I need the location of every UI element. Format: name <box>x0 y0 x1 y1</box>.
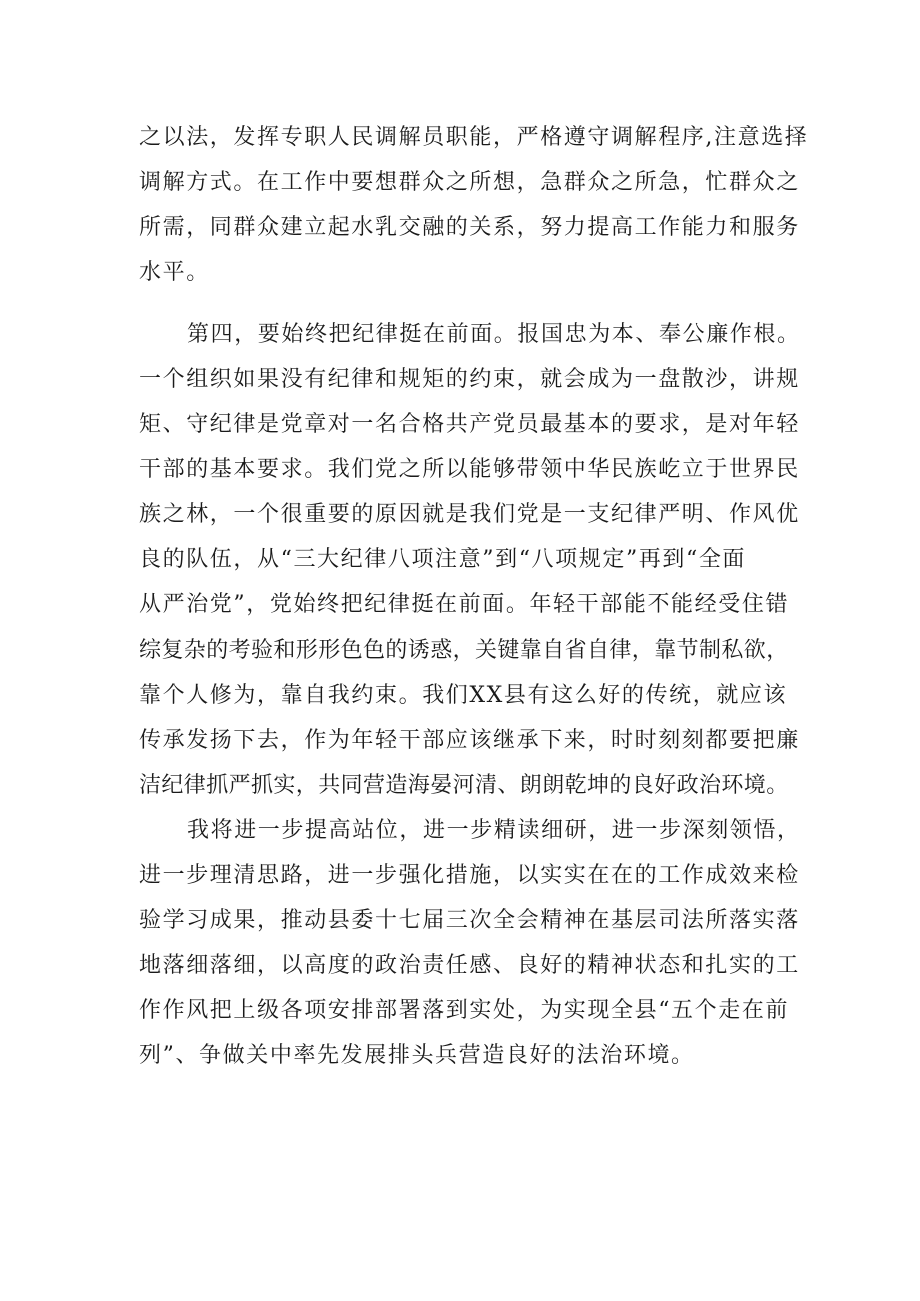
text-line: 所需，同群众建立起水乳交融的关系，努力提高工作能力和服务 <box>139 215 800 240</box>
text-line: 进一步理清思路，进一步强化措施，以实实在在的工作成效来检 <box>139 863 800 888</box>
text-line: 列”、争做关中率先发展排头兵营造良好的法治环境。 <box>139 1043 695 1068</box>
text-line: 传承发扬下去，作为年轻干部应该继承下来，时时刻刻都要把廉 <box>139 728 800 753</box>
paragraph-first-line: 第四，要始终把纪律挺在前面。报国忠为本、奉公廉作根。 <box>187 322 801 347</box>
text-line: 洁纪律抓严抓实，共同营造海晏河清、朗朗乾坤的良好政治环境。 <box>139 773 789 798</box>
text-line: 调解方式。在工作中要想群众之所想，急群众之所急，忙群众之 <box>139 170 800 195</box>
text-line: 矩、守纪律是党章对一名合格共产党员最基本的要求，是对年轻 <box>139 412 800 437</box>
text-line: 综复杂的考验和形形色色的诱惑，关键靠自省自律，靠节制私欲， <box>139 638 789 663</box>
text-line: 从严治党”，党始终把纪律挺在前面。年轻干部能不能经受住错 <box>139 592 790 617</box>
text-line: 族之林，一个很重要的原因就是我们党是一支纪律严明、作风优 <box>139 502 800 527</box>
text-line: 良的队伍，从“三大纪律八项注意”到“八项规定”再到“全面 <box>139 547 747 572</box>
text-line: 之以法，发挥专职人民调解员职能，严格遵守调解程序,注意选择 <box>139 125 809 150</box>
text-line: 验学习成果，推动县委十七届三次全会精神在基层司法所落实落 <box>139 908 800 933</box>
text-line: 地落细落细，以高度的政治责任感、良好的精神状态和扎实的工 <box>139 953 800 978</box>
text-line: 一个组织如果没有纪律和规矩的约束，就会成为一盘散沙，讲规 <box>139 367 800 392</box>
paragraph-first-line: 我将进一步提高站位，进一步精读细研，进一步深刻领悟， <box>187 818 801 843</box>
text-line: 作作风把上级各项安排部署落到实处，为实现全县“五个走在前 <box>139 998 790 1023</box>
text-line: 水平。 <box>139 260 210 285</box>
text-line: 干部的基本要求。我们党之所以能够带领中华民族屹立于世界民 <box>139 457 800 482</box>
text-line: 靠个人修为，靠自我约束。我们XX县有这么好的传统，就应该 <box>139 683 788 708</box>
